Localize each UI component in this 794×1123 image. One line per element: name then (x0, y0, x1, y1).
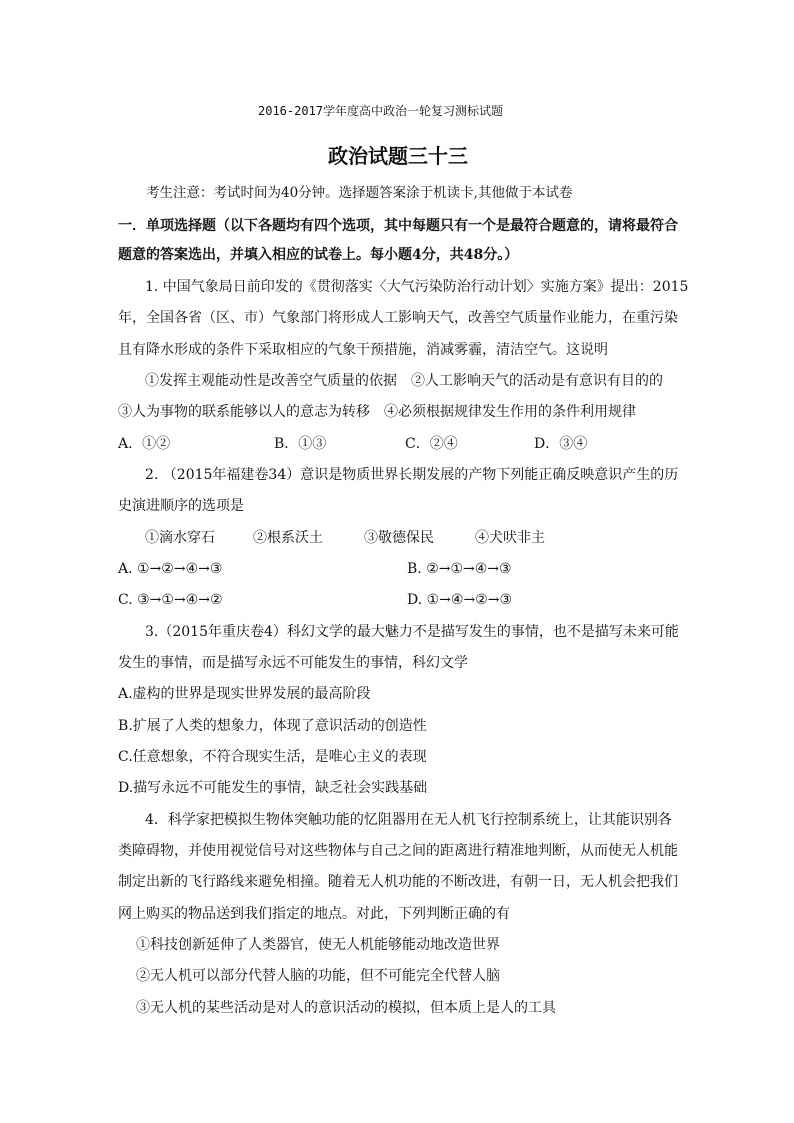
section-instructions-line2: 题意的答案选出，并填入相应的试卷上。每小题4分，共48分。） (118, 247, 519, 263)
q2-option-d: D. ①→④→②→③ (407, 592, 513, 608)
q3-stem-line1: 3.（2015年重庆卷4）科幻文学的最大魅力不是描写发生的事情，也不是描写未来可能 (145, 624, 679, 640)
q4-statement-2: ②无人机可以部分代替人脑的功能，但不可能完全代替人脑 (136, 968, 500, 984)
q2-stem-line1: 2. （2015年福建卷34）意识是物质世界长期发展的产物下列能正确反映意识产生的历 (145, 467, 679, 483)
q1-stem-line2: 年，全国各省（区、市）气象部门将形成人工影响天气，改善空气质量作业能力，在重污染 (118, 310, 678, 326)
q1-option-a: A．①② (118, 436, 171, 452)
q3-stem-line2: 发生的事情，而是描写永远不可能发生的事情，科幻文学 (118, 655, 468, 671)
q1-statements-line1: ①发挥主观能动性是改善空气质量的依据 ②人工影响天气的活动是有意识有目的的 (145, 373, 663, 389)
q1-option-d: D．③④ (534, 436, 588, 452)
q3-option-a: A.虚构的世界是现实世界发展的最高阶段 (118, 686, 371, 702)
q3-option-b: B.扩展了人类的想象力，体现了意识活动的创造性 (118, 718, 427, 734)
q4-stem-line3: 制定出新的飞行路线来避免相撞。随着无人机功能的不断改进，有朝一日，无人机会把我们 (118, 874, 678, 890)
q1-stem-line3: 且有降水形成的条件下采取相应的气象干预措施，消减雾霾，清洁空气。这说明 (118, 342, 608, 358)
q2-option-c: C. ③→①→④→② (118, 592, 223, 608)
q2-option-a: A. ①→②→④→③ (118, 561, 223, 577)
q1-stem-line1: 1. 中国气象局日前印发的《贯彻落实〈大气污染防治行动计划〉实施方案》提出：2015 (145, 279, 689, 295)
q3-option-c: C.任意想象，不符合现实生活，是唯心主义的表现 (118, 749, 427, 765)
q4-statement-3: ③无人机的某些活动是对人的意识活动的模拟，但本质上是人的工具 (136, 1000, 556, 1016)
q2-option-b: B. ②→①→④→③ (407, 561, 512, 577)
section-instructions-line1: 一．单项选择题（以下各题均有四个选项，其中每题只有一个是最符合题意的，请将最符合 (118, 218, 678, 234)
q1-option-c: C．②④ (405, 436, 458, 452)
q2-item-1: ①滴水穿石 (145, 530, 215, 546)
exam-title: 政治试题三十三 (328, 144, 468, 168)
q4-statement-1: ①科技创新延伸了人类器官，使无人机能够能动地改造世界 (136, 937, 500, 953)
q4-stem-line1: 4．科学家把模拟生物体突触功能的忆阻器用在无人机飞行控制系统上，让其能识别各 (145, 812, 672, 828)
exam-subtitle: 2016-2017学年度高中政治一轮复习测标试题 (258, 104, 504, 118)
q2-item-3: ③敬德保民 (364, 530, 434, 546)
q2-stem-line2: 史演进顺序的选项是 (118, 498, 244, 514)
q3-option-d: D.描写永远不可能发生的事情，缺乏社会实践基础 (118, 780, 428, 796)
q1-option-b: B．①③ (274, 436, 327, 452)
q1-statements-line2: ③人为事物的联系能够以人的意志为转移 ④必须根据规律发生作用的条件利用规律 (118, 404, 636, 420)
exam-notice: 考生注意：考试时间为40分钟。选择题答案涂于机读卡,其他做于本试卷 (146, 185, 573, 201)
q2-item-2: ②根系沃土 (253, 530, 323, 546)
q4-stem-line4: 网上购买的物品送到我们指定的地点。对此，下列判断正确的有 (118, 906, 510, 922)
q4-stem-line2: 类障碍物，并使用视觉信号对这些物体与自己之间的距离进行精准地判断，从而使无人机能 (118, 843, 678, 859)
q2-item-4: ④犬吠非主 (475, 530, 545, 546)
